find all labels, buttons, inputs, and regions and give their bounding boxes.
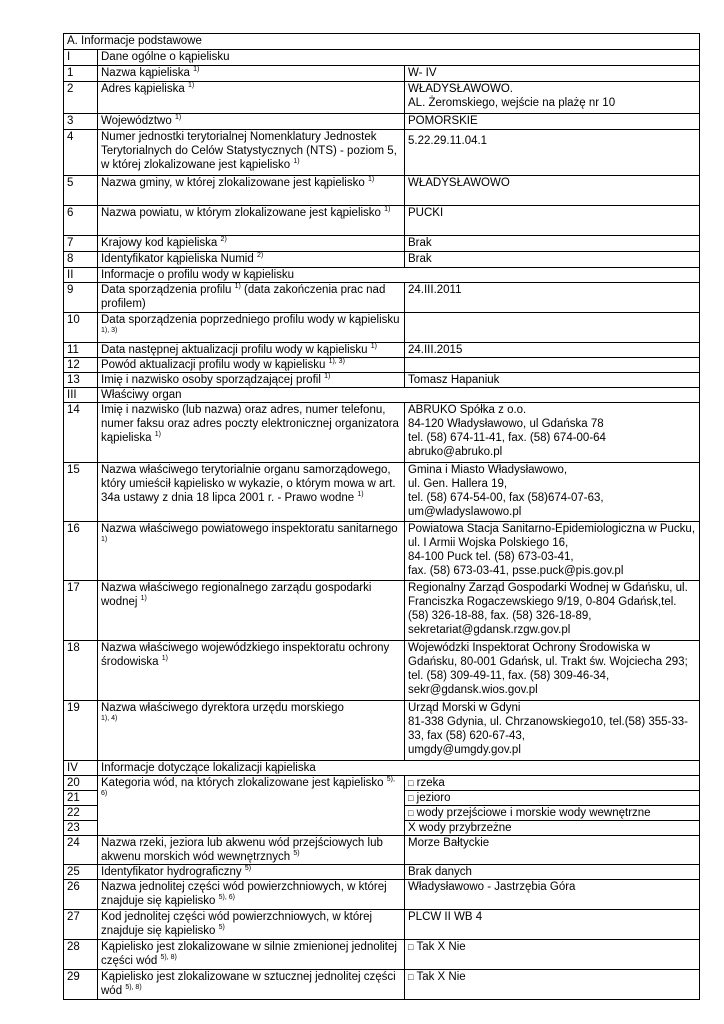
footnote-ref: 1): [101, 536, 108, 543]
checkbox-icon: □: [408, 793, 414, 803]
checkbox-icon: □: [408, 778, 414, 788]
section-title: Właściwy organ: [98, 388, 700, 403]
footnote-ref: 1): [174, 114, 182, 121]
row-label: [98, 252, 405, 268]
row-number: 1: [64, 66, 98, 82]
row-number: 18: [64, 641, 98, 701]
row-number: 14: [64, 403, 98, 463]
document-page: [63, 33, 700, 1000]
row-value: [405, 791, 700, 806]
label-text: Nazwa właściwego powiatowego inspektoratu sanitarnego: [101, 523, 398, 535]
table-row: [64, 880, 700, 910]
row-value: Władysławowo - Jastrzębia Góra: [405, 880, 700, 910]
footnote-ref: 1): [154, 431, 161, 438]
row-label: [98, 865, 405, 880]
footnote-ref: 1): [293, 158, 300, 165]
row-value: PLCW II WB 4: [405, 910, 700, 940]
option-text: jezioro: [416, 792, 451, 804]
label-text: Identyfikator kąpieliska Numid: [101, 253, 254, 265]
label-text: Nazwa właściwego wojewódzkiego inspektoratu ochrony środowiska: [101, 642, 390, 668]
footnote-ref: 1): [324, 373, 331, 380]
option-text: Tak X Nie: [416, 941, 466, 953]
section-number: II: [64, 268, 98, 283]
table-row: [64, 641, 700, 701]
label-text: Nazwa jednolitej części wód powierzchniowych, w której znajduje się kąpielisko: [101, 881, 387, 907]
row-label: [98, 970, 405, 1000]
footnote-ref: 1): [140, 595, 147, 602]
row-number: 17: [64, 581, 98, 641]
row-number: 22: [64, 806, 98, 821]
table-row: [64, 66, 700, 82]
row-number: 10: [64, 313, 98, 343]
table-row: [64, 581, 700, 641]
option-text: wody przejściowe i morskie wody wewnętrzne: [416, 807, 651, 819]
label-text: Województwo: [101, 115, 172, 127]
row-value: 5.22.29.11.04.1: [405, 130, 700, 176]
footnote-ref: 1): [193, 66, 200, 73]
row-label: [98, 130, 405, 176]
row-number: 26: [64, 880, 98, 910]
row-label: [98, 836, 405, 865]
footnote-ref: 1): [357, 491, 364, 498]
row-number: 11: [64, 343, 98, 358]
table-row: [64, 970, 700, 1000]
row-number: 19: [64, 701, 98, 761]
footnote-ref: 1), 4): [101, 715, 118, 722]
section-header-row: [64, 761, 700, 776]
label-text: Identyfikator hydrograficzny: [101, 866, 242, 878]
table-row: [64, 776, 700, 791]
row-value: [405, 970, 700, 1000]
row-label: [98, 581, 405, 641]
row-label: [98, 236, 405, 252]
section-header-row: [64, 388, 700, 403]
table-row: [64, 283, 700, 313]
footnote-ref: 1): [367, 176, 375, 183]
table-row: [64, 114, 700, 130]
table-row: [64, 176, 700, 206]
row-label: [98, 776, 405, 836]
footnote-ref: 5): [218, 924, 225, 931]
footnote-ref: 5), 6): [218, 894, 235, 901]
table-row: [64, 836, 700, 865]
table-row: [64, 463, 700, 522]
row-value: WŁADYSŁAWOWO. AL. Żeromskiego, wejście na plażę nr 10: [405, 82, 700, 114]
footnote-ref: 1): [187, 82, 195, 89]
row-label: [98, 313, 405, 343]
option-text: wody przybrzeżne: [418, 822, 512, 834]
row-value: [405, 940, 700, 970]
row-label: [98, 641, 405, 701]
row-value: 24.III.2011: [405, 283, 700, 313]
row-number: 20: [64, 776, 98, 791]
row-value: [405, 358, 700, 373]
label-text: Nazwa właściwego dyrektora urzędu morskiego: [101, 702, 344, 714]
label-text: Imię i nazwisko osoby sporządzającej profil: [101, 374, 321, 386]
row-value: Morze Bałtyckie: [405, 836, 700, 865]
row-label: [98, 910, 405, 940]
table-row: [64, 358, 700, 373]
table-row: [64, 403, 700, 463]
row-label: [98, 176, 405, 206]
label-text: Data sporządzenia poprzedniego profilu wody w kąpielisku: [101, 314, 400, 326]
row-label: [98, 358, 405, 373]
checked-mark: X: [408, 822, 416, 834]
label-text: Numer jednostki terytorialnej Nomenklatury Jednostek Terytorialnych do Celów Statystycznych (NTS) - poziom 5, w której zlokalizowane jest kąpielisko: [101, 131, 397, 171]
row-number: 16: [64, 522, 98, 581]
row-label: [98, 66, 405, 82]
row-number: 3: [64, 114, 98, 130]
footnote-ref: 1): [234, 283, 241, 290]
row-value: Wojewódzki Inspektorat Ochrony Środowiska w Gdańsku, 80-001 Gdańsk, ul. Trakt św. Wojciecha 293; tel. (58) 309-49-11, fax. (58) 309-46-34, sekr@gdansk.wios.gov.pl: [405, 641, 700, 701]
row-number: 27: [64, 910, 98, 940]
footnote-ref: 5): [244, 865, 252, 872]
row-number: 23: [64, 821, 98, 836]
section-title: Dane ogólne o kąpielisku: [98, 50, 700, 66]
section-number: III: [64, 388, 98, 403]
footnote-ref: 5), 8): [160, 954, 177, 961]
row-label: [98, 880, 405, 910]
row-value: Powiatowa Stacja Sanitarno-Epidemiologiczna w Pucku, ul. I Armii Wojska Polskiego 16, 84-100 Puck tel. (58) 673-03-41, fax. (58) 673-03-41, psse.puck@pis.gov.pl: [405, 522, 700, 581]
label-text: Adres kąpieliska: [101, 83, 185, 95]
row-label: [98, 373, 405, 388]
label-text: Data sporządzenia profilu: [101, 284, 232, 296]
section-header-row: [64, 268, 700, 283]
footnote-ref: 1): [370, 343, 377, 350]
row-value: Regionalny Zarząd Gospodarki Wodnej w Gdańsku, ul. Franciszka Rogaczewskiego 9/19, 0-804 Gdańsk,tel. (58) 326-18-88, fax. (58) 326-18-89, sekretariat@gdansk.rzgw.gov.pl: [405, 581, 700, 641]
row-number: 9: [64, 283, 98, 313]
bathing-area-profile-table: [63, 33, 700, 1000]
table-row: [64, 701, 700, 761]
table-row: [64, 910, 700, 940]
row-number: 8: [64, 252, 98, 268]
row-label: [98, 82, 405, 114]
label-text: Nazwa kąpieliska: [101, 67, 190, 79]
label-text: Kod jednolitej części wód powierzchniowych, w której znajduje się kąpielisko: [101, 911, 373, 937]
label-tail: (data zakończenia prac nad profilem): [101, 284, 386, 310]
row-number: 25: [64, 865, 98, 880]
footnote-ref: 1): [384, 206, 391, 213]
row-value: Brak: [405, 252, 700, 268]
row-number: 5: [64, 176, 98, 206]
label-text: Imię i nazwisko (lub nazwa) oraz adres, numer telefonu, numer faksu oraz adres poczty elektronicznej organizatora kąpieliska: [101, 404, 399, 444]
footnote-ref: 2): [256, 252, 264, 259]
section-a-title: A. Informacje podstawowe: [64, 34, 700, 50]
footnote-ref: 1), 3): [101, 327, 118, 334]
footnote-ref: 5), 6): [101, 776, 395, 797]
row-value: ABRUKO Spółka z o.o. 84-120 Władysławowo, ul Gdańska 78 tel. (58) 674-11-41, fax. (58) 674-00-64 abruko@abruko.pl: [405, 403, 700, 463]
row-value: Tomasz Hapaniuk: [405, 373, 700, 388]
label-text: Kategoria wód, na których zlokalizowane jest kąpielisko: [101, 777, 384, 789]
footnote-ref: 2): [220, 236, 227, 243]
row-value: Urząd Morski w Gdyni 81-338 Gdynia, ul. Chrzanowskiego10, tel.(58) 355-33-33, fax (58) 620-67-43, umgdy@umgdy.gov.pl: [405, 701, 700, 761]
row-number: 7: [64, 236, 98, 252]
row-number: 15: [64, 463, 98, 522]
footnote-ref: 5), 8): [125, 984, 142, 991]
label-text: Krajowy kod kąpieliska: [101, 237, 218, 249]
checkbox-icon: □: [408, 942, 414, 952]
table-row: [64, 522, 700, 581]
section-title: Informacje dotyczące lokalizacji kąpieliska: [98, 761, 700, 776]
label-text: Nazwa rzeki, jeziora lub akwenu wód przejściowych lub akwenu morskich wód wewnętrznych: [101, 837, 383, 863]
row-label: [98, 343, 405, 358]
table-row: [64, 236, 700, 252]
label-text: Nazwa gminy, w której zlokalizowane jest kąpielisko: [101, 177, 365, 189]
section-a-row: [64, 34, 700, 50]
section-title: Informacje o profilu wody w kąpielisku: [98, 268, 700, 283]
section-header-row: [64, 50, 700, 66]
row-number: 28: [64, 940, 98, 970]
table-row: [64, 130, 700, 176]
footnote-ref: 1), 3): [328, 358, 345, 365]
checkbox-icon: □: [408, 972, 414, 982]
row-label: [98, 114, 405, 130]
section-number: IV: [64, 761, 98, 776]
row-number: 21: [64, 791, 98, 806]
row-value: [405, 821, 700, 836]
row-value: Brak danych: [405, 865, 700, 880]
row-value: [405, 776, 700, 791]
option-text: rzeka: [416, 777, 445, 789]
row-label: [98, 940, 405, 970]
row-value: [405, 806, 700, 821]
row-number: 29: [64, 970, 98, 1000]
row-label: [98, 206, 405, 236]
row-value: Gmina i Miasto Władysławowo, ul. Gen. Hallera 19, tel. (58) 674-54-00, fax (58)674-07-63, um@wladyslawowo.pl: [405, 463, 700, 522]
row-label: [98, 522, 405, 581]
label-text: Powód aktualizacji profilu wody w kąpielisku: [101, 359, 326, 371]
table-row: [64, 343, 700, 358]
option-text: Tak X Nie: [416, 971, 466, 983]
row-number: 6: [64, 206, 98, 236]
table-row: [64, 206, 700, 236]
table-row: [64, 373, 700, 388]
row-value: [405, 313, 700, 343]
row-number: 13: [64, 373, 98, 388]
row-label: [98, 701, 405, 761]
label-text: Data następnej aktualizacji profilu wody w kąpielisku: [101, 344, 368, 356]
label-text: Kąpielisko jest zlokalizowane w silnie zmienionej jednolitej części wód: [101, 941, 397, 967]
row-number: 12: [64, 358, 98, 373]
row-value: 24.III.2015: [405, 343, 700, 358]
label-text: Nazwa właściwego terytorialnie organu samorządowego, który umieścił kąpielisko w wykazie, o którym mowa w art. 34a ustawy z dnia 18 lipca 2001 r. - Prawo wodne: [101, 464, 396, 504]
table-row: [64, 252, 700, 268]
label-text: Nazwa właściwego regionalnego zarządu gospodarki wodnej: [101, 582, 372, 608]
table-row: [64, 313, 700, 343]
row-value: POMORSKIE: [405, 114, 700, 130]
table-row: [64, 865, 700, 880]
section-number: I: [64, 50, 98, 66]
row-value: PUCKI: [405, 206, 700, 236]
row-label: [98, 463, 405, 522]
label-text: Kąpielisko jest zlokalizowane w sztucznej jednolitej części wód: [101, 971, 396, 997]
row-value: WŁADYSŁAWOWO: [405, 176, 700, 206]
row-number: 2: [64, 82, 98, 114]
table-row: [64, 940, 700, 970]
checkbox-icon: □: [408, 808, 414, 818]
row-number: 4: [64, 130, 98, 176]
label-text: Nazwa powiatu, w którym zlokalizowane jest kąpielisko: [101, 207, 381, 219]
row-number: 24: [64, 836, 98, 865]
row-label: [98, 403, 405, 463]
row-label: [98, 283, 405, 313]
footnote-ref: 1): [161, 655, 168, 662]
row-value: Brak: [405, 236, 700, 252]
row-value: W- IV: [405, 66, 700, 82]
table-row: [64, 82, 700, 114]
footnote-ref: 5): [293, 850, 300, 857]
